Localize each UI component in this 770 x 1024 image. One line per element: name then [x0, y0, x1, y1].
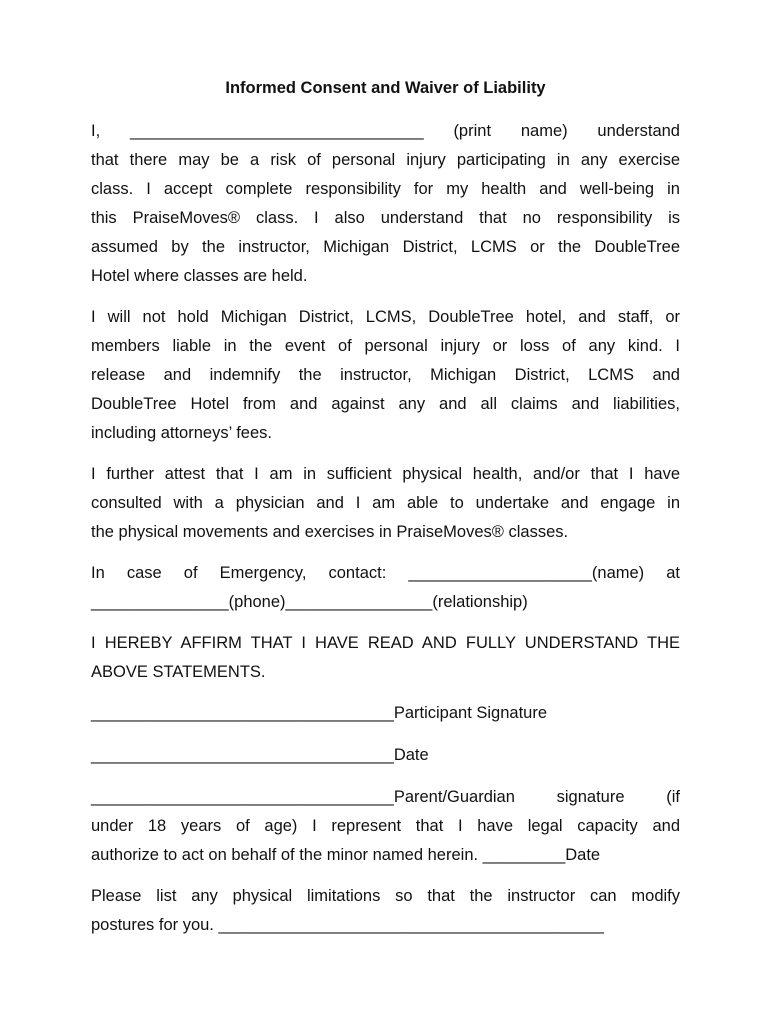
emergency-contact-line: In case of Emergency, contact: ____________________(name) at	[91, 564, 680, 582]
guardian-line: authorize to act on behalf of the minor named herein. _________Date	[91, 846, 601, 864]
consent-line: I, ________________________________ (print name) understand	[91, 122, 680, 140]
liability-line: release and indemnify the instructor, Michigan District, LCMS and	[91, 366, 680, 384]
document-body	[91, 76, 680, 952]
liability-line: members liable in the event of personal injury or loss of any kind. I	[91, 337, 680, 355]
liability-line: including attorneys’ fees.	[91, 424, 272, 442]
participant-signature-line: _________________________________Participant Signature	[91, 704, 547, 722]
date-line: _________________________________Date	[91, 746, 429, 764]
liability-line: DoubleTree Hotel from and against any and all claims and liabilities,	[91, 395, 680, 413]
emergency-contact-paragraph	[91, 559, 680, 617]
health-line: consulted with a physician and I am able to undertake and engage in	[91, 494, 680, 512]
consent-line: Hotel where classes are held.	[91, 267, 308, 285]
health-line: I further attest that I am in sufficient physical health, and/or that I have	[91, 465, 680, 483]
consent-line: class. I accept complete responsibility for my health and well-being in	[91, 180, 680, 198]
affirmation-paragraph	[91, 629, 680, 687]
affirmation-line: I HEREBY AFFIRM THAT I HAVE READ AND FULLY UNDERSTAND THE	[91, 634, 680, 652]
guardian-line: under 18 years of age) I represent that I have legal capacity and	[91, 817, 680, 835]
consent-line: this PraiseMoves® class. I also understand that no responsibility is	[91, 209, 680, 227]
limitations-line: Please list any physical limitations so that the instructor can modify	[91, 887, 680, 905]
guardian-line: _________________________________Parent/Guardian signature (if	[91, 788, 680, 806]
health-line: the physical movements and exercises in PraiseMoves® classes.	[91, 523, 569, 541]
affirmation-line: ABOVE STATEMENTS.	[91, 663, 266, 681]
limitations-line: postures for you. __________________________________________	[91, 916, 604, 934]
consent-paragraph	[91, 117, 680, 291]
guardian-paragraph	[91, 783, 680, 870]
consent-line: assumed by the instructor, Michigan District, LCMS or the DoubleTree	[91, 238, 680, 256]
liability-line: I will not hold Michigan District, LCMS, DoubleTree hotel, and staff, or	[91, 308, 680, 326]
liability-paragraph	[91, 303, 680, 448]
limitations-paragraph	[91, 882, 680, 940]
consent-line: that there may be a risk of personal injury participating in any exercise	[91, 151, 680, 169]
health-paragraph	[91, 460, 680, 547]
emergency-contact-line: _______________(phone)________________(relationship)	[91, 593, 528, 611]
document-title: Informed Consent and Waiver of Liability	[225, 79, 546, 97]
